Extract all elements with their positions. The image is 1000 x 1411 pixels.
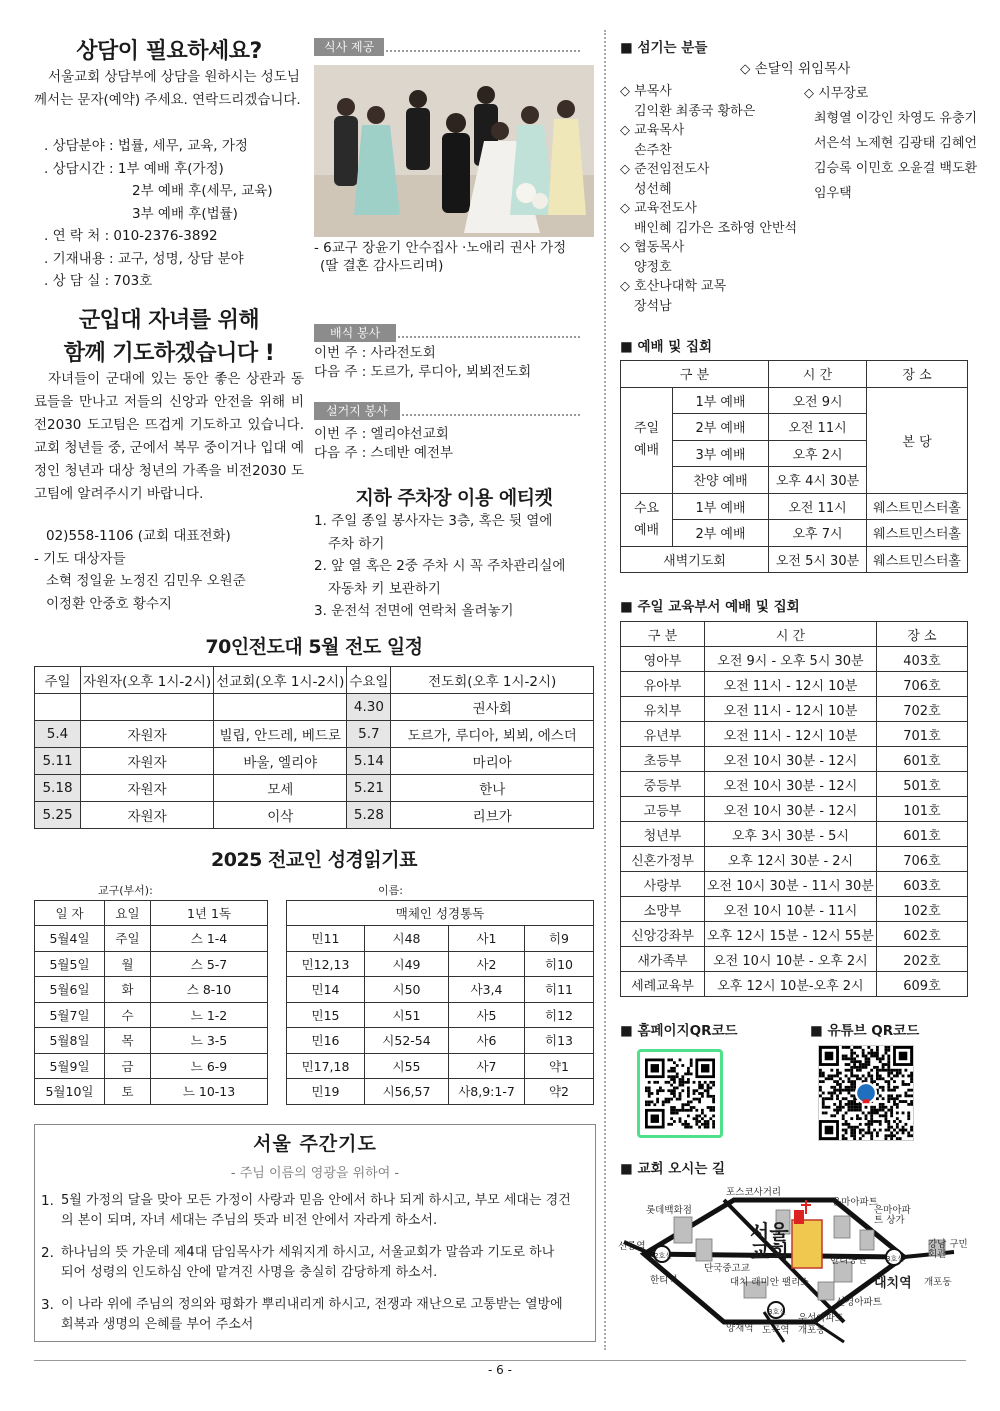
meal-caption-1: - 6교구 장윤기 안수집사 ·노애리 권사 가정 — [314, 240, 567, 256]
staff-role: ◇ 호산나대학 교목 — [620, 279, 727, 294]
military-title-1: 군입대 자녀를 위해 — [78, 308, 260, 333]
military-phone: 02)558-1106 (교회 대표전화) — [46, 528, 231, 544]
table-row: 사랑부 오전 10시 30분 - 11시 30분 603호 — [621, 872, 968, 897]
map-label-lotte: 롯데백화점 — [646, 1205, 692, 1216]
table-row: 3부 예배 오후 2시 — [621, 440, 968, 467]
table-row: 5.18 자원자 모세 5.21 한나 — [35, 775, 594, 802]
table-row: 소망부 오전 10시 10분 - 11시 102호 — [621, 897, 968, 922]
bible-name-label: 이름: — [378, 884, 403, 897]
youtube-qr-label: ■ 유튜브 QR코드 — [810, 1023, 920, 1039]
table-row: 5월7일 수 느 1-2 — [35, 1002, 268, 1028]
homepage-qr-icon[interactable] — [637, 1049, 723, 1138]
serving-info — [314, 344, 594, 382]
staff-names: 배인혜 김가은 조하영 안반석 — [634, 221, 798, 236]
list-item: 2. 하나님의 뜻 가운데 제4대 담임목사가 세워지게 하시고, 서울교회가 말씀과 기도로 하나 되어 성령의 인도하심 안에 맡겨진 사명을 충실히 감당하게 하소서. — [41, 1245, 555, 1280]
counsel-contact: . 연 락 처 : 010-2376-3892 — [44, 228, 218, 244]
map-label-woosung: 우성아파트 — [798, 1313, 844, 1324]
staff-elders — [804, 82, 978, 206]
meal-caption-2: (딸 결혼 감사드리며) — [320, 258, 444, 274]
map-label-seonkyung: 선경아파트 — [836, 1297, 882, 1308]
worship-header: ■ 예배 및 집회 — [620, 339, 713, 355]
evangelism-title: 70인전도대 5월 전도 일정 — [205, 636, 423, 658]
bible-right-table — [286, 900, 594, 1105]
table-row: 5월5일 월 스 5-7 — [35, 951, 268, 977]
bible-left-header: 일 자 요일 1년 1독 — [35, 901, 268, 926]
map-label-gangnam-hall: 강남 구민회관 — [928, 1239, 968, 1260]
evangelism-header: 주일 — [35, 667, 81, 694]
staff-elders-names: 서은석 노제현 김광태 김혜언 — [814, 136, 978, 151]
table-row: 2부 예배 오후 7시 웨스트민스터홀 — [621, 520, 968, 547]
weekly-prayer-list — [35, 1181, 595, 1335]
map-label-daechi-station: 대치역 — [874, 1276, 912, 1291]
table-row: 청년부 오후 3시 30분 - 5시 601호 — [621, 822, 968, 847]
parking-item-1b: 주차 하기 — [328, 535, 385, 552]
map-church-name: 서울 교회 — [750, 1220, 789, 1264]
evangelism-table — [34, 666, 594, 829]
weekly-prayer-subtitle: - 주님 이름의 영광을 위하여 - — [230, 1166, 400, 1181]
table-row: 5.11 자원자 바울, 엘리야 5.14 마리아 — [35, 748, 594, 775]
table-row: 5월9일 금 느 6-9 — [35, 1053, 268, 1079]
table-row: 2부 예배 오전 11시 — [621, 414, 968, 441]
map-label-yangjae: 양재역 — [726, 1323, 754, 1334]
serving-tag: 배식 봉사 — [314, 324, 396, 342]
counsel-time: . 상담시간 : 1부 예배 후(가정) — [44, 160, 224, 177]
education-header-row: 구 분 시 간 장 소 — [621, 622, 968, 647]
table-row: 유아부 오전 11시 - 12시 10분 706호 — [621, 672, 968, 697]
education-table — [620, 621, 968, 997]
military-targets-1: 소혁 정일윤 노정진 김민우 오원준 — [46, 573, 246, 589]
table-row: 신혼가정부 오후 12시 30분 - 2시 706호 — [621, 847, 968, 872]
counsel-time-3: 3부 예배 후(법률) — [132, 205, 238, 222]
map-label-line3a: 3호선 — [886, 1255, 904, 1263]
list-item: 3. 이 나라 위에 주님의 정의와 평화가 뿌리내리게 하시고, 전쟁과 재난으로 고통받는 열방에 회복과 생명의 은혜를 부어 주소서 — [41, 1297, 563, 1332]
map-label-gaepo2: 개포동 — [798, 1325, 826, 1336]
parking-item-2b: 자동차 키 보관하기 — [328, 580, 441, 597]
staff-names: 김익환 최종국 황하은 — [634, 104, 756, 119]
counsel-title: 상담이 필요하세요? — [76, 39, 262, 64]
bible-left-table — [34, 900, 268, 1105]
table-row: 유년부 오전 11시 - 12시 10분 701호 — [621, 722, 968, 747]
list-item: 1. 5월 가정의 달을 맞아 모든 가정이 사랑과 믿음 안에서 하나 되게 하시고, 부모 세대는 경건 의 본이 되며, 자녀 세대는 주님의 뜻과 비전 안에서 자라게 하소서. — [41, 1193, 571, 1228]
military-body: 자녀들이 군대에 있는 동안 좋은 상관과 동료들을 만나고 저들의 신앙과 안전을 위해 비전2030 도고팀은 뜨겁게 기도하고 있습니다. 교회 청년들 중, 군에서 복무 중이거나 입대 예정인 청년과 대상 청년의 가족을 비전2030 도고팀에 알려주시기 바랍니다. — [34, 371, 304, 502]
evangelism-header: 수요일 — [347, 667, 391, 694]
table-row: 주일 예배 1부 예배 오전 9시 본 당 — [621, 387, 968, 414]
counsel-field: . 상담분야 : 법률, 세무, 교육, 가정 — [44, 138, 248, 154]
counsel-time-2: 2부 예배 후(세무, 교육) — [132, 183, 273, 199]
table-row: 새벽기도회 오전 5시 30분 웨스트민스터홀 — [621, 546, 968, 573]
page-number: - 6 - — [488, 1363, 512, 1377]
table-row: 민14 시50 사3,4 히11 — [287, 977, 594, 1003]
table-row: 5월10일 토 느 10-13 — [35, 1079, 268, 1105]
parking-title: 지하 주차장 이용 에티켓 — [355, 487, 553, 509]
map-label-line2: 2호선 — [654, 1252, 672, 1260]
education-body — [621, 647, 968, 997]
table-row: 세례교육부 오후 12시 10분-오후 2시 609호 — [621, 972, 968, 997]
homepage-qr-label: ■ 홈페이지QR코드 — [620, 1023, 738, 1039]
map-header: ■ 교회 오시는 길 — [620, 1161, 726, 1177]
map-label-raemian: 대치 래미안 팰리스 — [730, 1277, 810, 1288]
column-divider — [604, 30, 606, 1350]
table-row: 5월4일 주일 스 1-4 — [35, 926, 268, 952]
evangelism-header-row — [35, 667, 594, 694]
dishes-this-week: 이번 주 : 엘리야선교회 — [314, 426, 449, 442]
staff-role: ◇ 교육목사 — [620, 123, 685, 138]
serving-this-week: 이번 주 : 사라전도회 — [314, 345, 436, 361]
map-label-dogok: 도곡역 — [762, 1325, 790, 1336]
table-row: 초등부 오전 10시 30분 - 12시 601호 — [621, 747, 968, 772]
map-label-line3b: 3호선 — [768, 1308, 786, 1316]
evangelism-header: 선교회(오후 1시-2시) — [214, 667, 347, 694]
staff-role: ◇ 준전임전도사 — [620, 162, 710, 177]
staff-names: 장석남 — [634, 299, 672, 314]
map-label-hanti-park: 한티공원 — [830, 1255, 867, 1266]
staff-left — [620, 82, 810, 316]
table-row: 5월8일 목 느 3-5 — [35, 1028, 268, 1054]
staff-elders-names: 최형열 이강인 차영도 유충기 — [814, 111, 978, 126]
table-row: 민17,18 시55 사7 약1 — [287, 1053, 594, 1079]
table-row: 민15 시51 사5 히12 — [287, 1002, 594, 1028]
dishes-tag: 설거지 봉사 — [314, 402, 400, 420]
bible-title: 2025 전교인 성경읽기표 — [211, 849, 417, 871]
meal-caption — [314, 239, 594, 275]
table-row: 새가족부 오전 10시 10분 - 오후 2시 202호 — [621, 947, 968, 972]
map-label-eunma-mall: 은마아파트 상가 — [874, 1205, 911, 1226]
wedding-photo — [314, 65, 594, 237]
serving-next-week: 다음 주 : 도르가, 루디아, 뵈뵈전도회 — [314, 364, 532, 380]
map-label-posco: 포스코사거리 — [726, 1187, 782, 1198]
parking-item-2: 2. 앞 열 혹은 2중 주차 시 꼭 주차관리실에 — [314, 558, 566, 574]
evangelism-header: 자원자(오후 1시-2시) — [81, 667, 214, 694]
dishes-info — [314, 425, 594, 463]
military-targets-label: - 기도 대상자들 — [34, 550, 126, 567]
table-row: 4.30 권사회 — [35, 694, 594, 721]
counsel-intro: 서울교회 상담부에 상담을 원하시는 성도님께서는 문자(예약) 주세요. 연락드리겠습니다. — [34, 69, 301, 108]
table-row: 민19 시56,57 사8,9:1-7 약2 — [287, 1079, 594, 1105]
staff-names: 양정호 — [634, 260, 672, 275]
footer-rule — [34, 1360, 966, 1361]
youtube-qr-icon[interactable] — [818, 1045, 914, 1141]
meal-tag: 식사 제공 — [314, 38, 384, 56]
bible-dept-label: 교구(부서): — [98, 884, 153, 897]
staff-elders-role: ◇ 시무장로 — [804, 86, 869, 101]
table-row: 유치부 오전 11시 - 12시 10분 702호 — [621, 697, 968, 722]
staff-role: ◇ 협동목사 — [620, 240, 685, 255]
weekly-prayer-box — [34, 1124, 596, 1342]
staff-senior: ◇ 손달익 위임목사 — [740, 61, 851, 77]
map-label-gaepo: 개포동 — [924, 1277, 952, 1288]
staff-names: 손주찬 — [634, 143, 672, 158]
parking-list — [314, 510, 594, 623]
youtube-qr-pattern — [819, 1046, 913, 1140]
table-row: 5.25 자원자 이삭 5.28 리브가 — [35, 802, 594, 829]
evangelism-header: 전도회(오후 1시-2시) — [391, 667, 594, 694]
homepage-qr-pattern — [645, 1057, 715, 1130]
staff-header: ■ 섬기는 분들 — [620, 40, 708, 56]
table-row: 민16 시52-54 사6 히13 — [287, 1028, 594, 1054]
dishes-tagbar — [314, 402, 580, 420]
parking-item-3: 3. 운전석 전면에 연락처 올려놓기 — [314, 603, 514, 619]
table-row: 5.4 자원자 빌립, 안드레, 베드로 5.7 도르가, 루디아, 뵈뵈, 에스더 — [35, 721, 594, 748]
wedding-photo-illustration — [314, 65, 594, 237]
table-row: 민11 시48 사1 히9 — [287, 926, 594, 952]
counsel-required: . 기재내용 : 교구, 성명, 상담 분야 — [44, 250, 244, 267]
table-row: 영아부 오전 9시 - 오후 5시 30분 403호 — [621, 647, 968, 672]
staff-elders-names: 김승록 이민호 오윤걸 백도환 — [814, 161, 978, 176]
table-row: 신앙강좌부 오후 12시 15분 - 12시 55분 602호 — [621, 922, 968, 947]
serving-tagbar — [314, 324, 580, 342]
staff-names: 성선혜 — [634, 182, 672, 197]
counsel-room: . 상 담 실 : 703호 — [44, 273, 153, 289]
staff-role: ◇ 부목사 — [620, 84, 672, 99]
worship-header-row: 구 분 시 간 장 소 — [621, 361, 968, 388]
map-label-hanti: 한티역 — [650, 1275, 678, 1286]
dishes-next-week: 다음 주 : 스데반 예전부 — [314, 445, 454, 461]
table-row: 중등부 오전 10시 30분 - 12시 501호 — [621, 772, 968, 797]
worship-table — [620, 360, 968, 573]
weekly-prayer-title: 서울 주간기도 — [253, 1133, 377, 1155]
map-label-seolleung: 선릉역 — [618, 1241, 646, 1252]
bible-right-header: 맥체인 성경통독 — [287, 901, 594, 926]
parking-item-1: 1. 주일 종일 봉사자는 3층, 혹은 뒷 열에 — [314, 513, 553, 529]
staff-role: ◇ 교육전도사 — [620, 201, 697, 216]
education-header: ■ 주일 교육부서 예배 및 집회 — [620, 599, 800, 615]
military-targets-2: 이정환 안중호 황수지 — [46, 595, 172, 612]
table-row: 고등부 오전 10시 30분 - 12시 101호 — [621, 797, 968, 822]
counsel-details — [44, 135, 314, 293]
map-label-eunma: 은마아파트 — [832, 1197, 878, 1208]
military-extra — [34, 525, 304, 615]
table-row: 찬양 예배 오후 4시 30분 — [621, 467, 968, 494]
map-label-dankook: 단국중고교 — [704, 1263, 750, 1274]
table-row: 5월6일 화 스 8-10 — [35, 977, 268, 1003]
staff-elders-names: 임우택 — [814, 186, 852, 201]
directions-map — [614, 1182, 974, 1352]
meal-tagbar — [314, 38, 580, 56]
table-row: 수요 예배 1부 예배 오전 11시 웨스트민스터홀 — [621, 493, 968, 520]
military-title-2: 함께 기도하겠습니다 ! — [63, 341, 275, 366]
table-row: 민12,13 시49 사2 히10 — [287, 951, 594, 977]
